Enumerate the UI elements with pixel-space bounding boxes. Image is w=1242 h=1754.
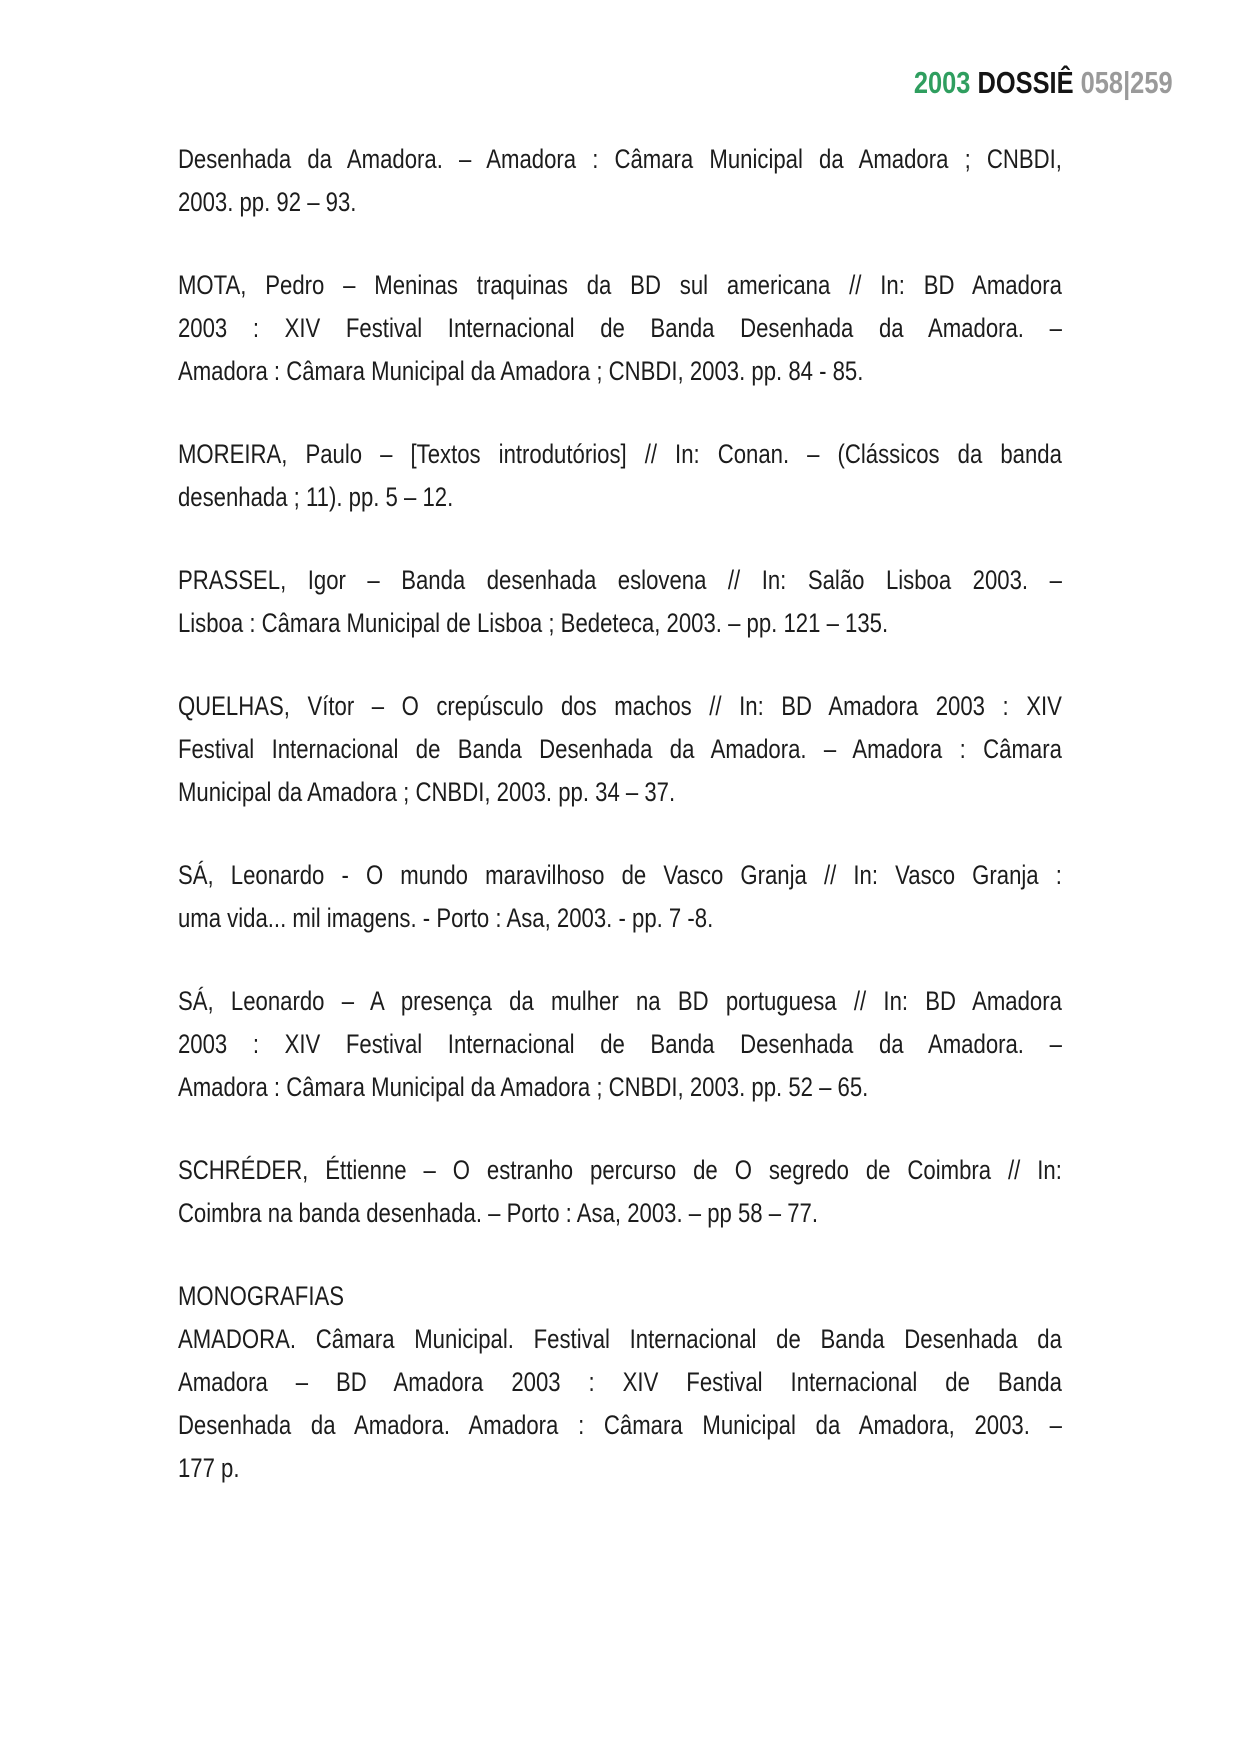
entry-line: Coimbra na banda desenhada. – Porto : Asa, 2003. – pp 58 – 77. — [177, 1198, 819, 1228]
entry-line: 177 p. — [177, 1453, 240, 1483]
entry-prassel — [178, 559, 1062, 645]
entry-schreder — [178, 1149, 1062, 1235]
entry-line: SÁ, Leonardo - O mundo maravilhoso de Vasco Granja // In: Vasco Granja : — [177, 860, 1062, 890]
entry-amadora-monografia — [178, 1318, 1062, 1490]
entry-line: Amadora – BD Amadora 2003 : XIV Festival Internacional de Banda — [177, 1367, 1062, 1397]
entry-line: Municipal da Amadora ; CNBDI, 2003. pp. 34 – 37. — [177, 777, 676, 807]
entry-mota — [178, 264, 1062, 393]
entry-quelhas — [178, 685, 1062, 814]
entry-line: Desenhada da Amadora. – Amadora : Câmara Municipal da Amadora ; CNBDI, — [177, 144, 1062, 174]
entry-line: 2003 : XIV Festival Internacional de Banda Desenhada da Amadora. – — [177, 1029, 1062, 1059]
header-year: 2003 — [913, 65, 971, 100]
heading-monografias — [178, 1275, 1062, 1318]
entry-moreira — [178, 433, 1062, 519]
entry-desenhada-continuation — [178, 138, 1062, 224]
entry-line: QUELHAS, Vítor – O crepúsculo dos machos // In: BD Amadora 2003 : XIV — [177, 691, 1062, 721]
entry-line: Desenhada da Amadora. Amadora : Câmara Municipal da Amadora, 2003. – — [177, 1410, 1062, 1440]
header-page-numbers: 058|259 — [1080, 65, 1173, 100]
entry-line: uma vida... mil imagens. - Porto : Asa, 2003. - pp. 7 -8. — [177, 903, 714, 933]
entry-sa-mulher — [178, 980, 1062, 1109]
entry-line: MONOGRAFIAS — [177, 1281, 345, 1311]
entry-line: Amadora : Câmara Municipal da Amadora ; CNBDI, 2003. pp. 84 - 85. — [177, 356, 864, 386]
entry-line: SCHRÉDER, Éttienne – O estranho percurso de O segredo de Coimbra // In: — [177, 1155, 1062, 1185]
entry-line: Festival Internacional de Banda Desenhada da Amadora. – Amadora : Câmara — [177, 734, 1062, 764]
entry-line: AMADORA. Câmara Municipal. Festival Internacional de Banda Desenhada da — [177, 1324, 1062, 1354]
entry-sa-vasco-granja — [178, 854, 1062, 940]
entry-line: PRASSEL, Igor – Banda desenhada eslovena // In: Salão Lisboa 2003. – — [177, 565, 1062, 595]
entry-line: Lisboa : Câmara Municipal de Lisboa ; Bedeteca, 2003. – pp. 121 – 135. — [177, 608, 889, 638]
entry-line: SÁ, Leonardo – A presença da mulher na BD portuguesa // In: BD Amadora — [177, 986, 1062, 1016]
entry-line: 2003 : XIV Festival Internacional de Banda Desenhada da Amadora. – — [177, 313, 1062, 343]
entry-line: MOREIRA, Paulo – [Textos introdutórios] // In: Conan. – (Clássicos da banda — [177, 439, 1062, 469]
entry-line: MOTA, Pedro – Meninas traquinas da BD sul americana // In: BD Amadora — [177, 270, 1062, 300]
entry-line: desenhada ; 11). pp. 5 – 12. — [177, 482, 454, 512]
header-title: DOSSIÊ — [977, 65, 1074, 100]
entry-line: 2003. pp. 92 – 93. — [177, 187, 357, 217]
page-header — [0, 0, 1173, 102]
bibliography — [178, 138, 1062, 1490]
entry-line: Amadora : Câmara Municipal da Amadora ; CNBDI, 2003. pp. 52 – 65. — [177, 1072, 869, 1102]
